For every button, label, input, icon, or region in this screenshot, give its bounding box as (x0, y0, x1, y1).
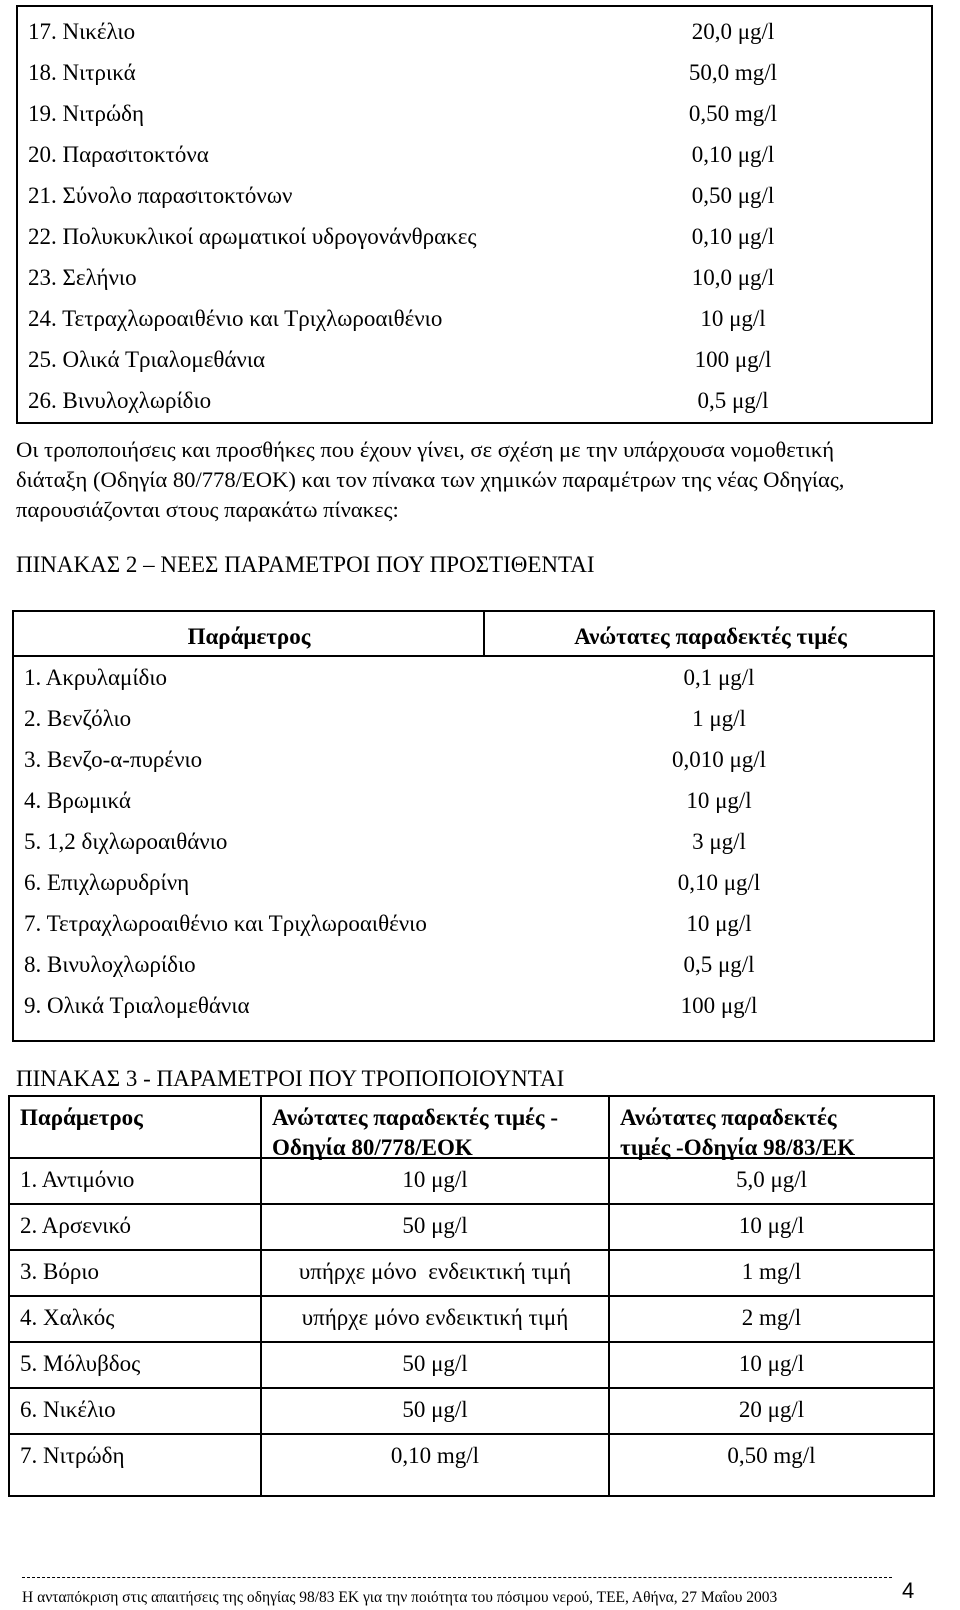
table-row (18, 134, 931, 176)
parameter-value: 1 μg/l (692, 706, 746, 731)
parameter-value: 0,10 μg/l (691, 224, 775, 249)
parameter-value: 10 μg/l (700, 306, 766, 331)
table-row (18, 11, 931, 53)
old-value: 10 μg/l (402, 1167, 468, 1192)
column-header-parameter: Παράμετρος (187, 624, 311, 649)
parameter-name: 5. 1,2 διχλωροαιθάνιο (24, 829, 228, 854)
paragraph-line: διάταξη (Οδηγία 80/778/ΕΟΚ) και τον πίνακα των χημικών παραμέτρων της νέας Οδηγίας, (16, 467, 845, 492)
new-value: 0,50 mg/l (727, 1443, 816, 1468)
new-value: 5,0 μg/l (735, 1167, 808, 1192)
parameter-value: 0,5 μg/l (683, 952, 755, 977)
header-line: τιμές -Οδηγία 98/83/ΕΚ (620, 1135, 856, 1160)
parameter-value: 3 μg/l (692, 829, 746, 854)
table-row (18, 216, 931, 258)
parameter-name: 3. Βόριο (20, 1259, 100, 1284)
table3-heading: ΠΙΝΑΚΑΣ 3 - ΠΑΡΑΜΕΤΡΟΙ ΠΟΥ ΤΡΟΠΟΠΟΙΟΥΝΤΑΙ (16, 1066, 565, 1091)
parameter-value: 10,0 μg/l (691, 265, 775, 290)
table-row (18, 380, 931, 422)
parameter-name: 2. Αρσενικό (20, 1213, 132, 1238)
column-header-parameter: Παράμετρος (20, 1105, 143, 1130)
parameter-value: 0,1 μg/l (683, 665, 755, 690)
parameter-name: 6. Νικέλιο (20, 1397, 116, 1422)
new-value: 20 μg/l (738, 1397, 805, 1422)
parameter-name: 9. Ολικά Τριαλομεθάνια (24, 993, 250, 1018)
parameter-name: 1. Ακρυλαμίδιο (24, 665, 168, 690)
parameter-name: 7. Νιτρώδη (20, 1443, 125, 1468)
new-value: 10 μg/l (738, 1213, 805, 1238)
parameter-name: 4. Βρωμικά (24, 788, 131, 813)
table-row (14, 903, 933, 945)
new-value: 1 mg/l (741, 1259, 802, 1284)
parameter-value: 10 μg/l (686, 788, 752, 813)
table-row (14, 657, 933, 699)
column-header-old-values (272, 1103, 558, 1163)
intro-paragraph (16, 435, 936, 525)
parameter-name: 18. Νιτρικά (28, 60, 136, 85)
old-value: 50 μg/l (402, 1213, 468, 1238)
parameter-value: 50,0 mg/l (688, 60, 778, 85)
parameter-name: 22. Πολυκυκλικοί αρωματικοί υδρογονάνθρακες (28, 224, 477, 249)
table-row (14, 944, 933, 986)
paragraph-line: Οι τροποποιήσεις και προσθήκες που έχουν γίνει, σε σχέση με την υπάρχουσα νομοθετική (16, 437, 835, 462)
new-parameters-table (12, 610, 935, 1042)
parameter-name: 26. Βινυλοχλωρίδιο (28, 388, 212, 413)
parameter-name: 3. Βενζο-α-πυρένιο (24, 747, 203, 772)
table-row (18, 93, 931, 135)
modified-parameters-table (8, 1095, 935, 1497)
table-row (14, 985, 933, 1027)
header-divider (483, 612, 485, 655)
paragraph-line: παρουσιάζονται στους παρακάτω πίνακες: (16, 497, 399, 522)
header-line: Οδηγία 80/778/ΕΟΚ (272, 1135, 473, 1160)
new-value: 2 mg/l (741, 1305, 802, 1330)
parameter-value: 10 μg/l (686, 911, 752, 936)
parameter-value: 100 μg/l (694, 347, 772, 372)
parameter-name: 23. Σελήνιο (28, 265, 137, 290)
parameter-name: 8. Βινυλοχλωρίδιο (24, 952, 196, 977)
parameter-value: 0,10 μg/l (677, 870, 761, 895)
footer-divider (22, 1577, 892, 1578)
parameter-name: 20. Παρασιτοκτόνα (28, 142, 209, 167)
table-row (18, 339, 931, 381)
old-value: 0,10 mg/l (390, 1443, 480, 1468)
parameter-value: 0,50 mg/l (688, 101, 778, 126)
parameter-name: 6. Επιχλωρυδρίνη (24, 870, 190, 895)
table-row (14, 739, 933, 781)
table-row (18, 298, 931, 340)
parameter-value: 100 μg/l (680, 993, 758, 1018)
parameter-value: 0,10 μg/l (691, 142, 775, 167)
parameter-name: 24. Τετραχλωροαιθένιο και Τριχλωροαιθένιο (28, 306, 443, 331)
table-row (14, 862, 933, 904)
table-row (14, 698, 933, 740)
column-header-new-values (620, 1103, 855, 1163)
parameter-name: 5. Μόλυβδος (20, 1351, 141, 1376)
page-number: 4 (902, 1578, 915, 1603)
footer-text: Η ανταπόκριση στις απαιτήσεις της οδηγίας 98/83 ΕΚ για την ποιότητα του πόσιμου νερού, ΤΕΕ, Αθήνα, 27 Μαΐου 2003 (22, 1589, 778, 1606)
parameter-value: 20,0 μg/l (691, 19, 775, 44)
parameter-name: 2. Βενζόλιο (24, 706, 132, 731)
header-line: Ανώτατες παραδεκτές τιμές - (272, 1105, 559, 1130)
table-row (14, 821, 933, 863)
parameter-name: 7. Τετραχλωροαιθένιο και Τριχλωροαιθένιο (24, 911, 427, 936)
parameter-value: 0,010 μg/l (671, 747, 767, 772)
table-row (14, 780, 933, 822)
column-header-max-values: Ανώτατες παραδεκτές τιμές (574, 624, 847, 649)
new-value: 10 μg/l (738, 1351, 805, 1376)
old-value: υπήρχε μόνο ενδεικτική τιμή (301, 1305, 569, 1330)
old-value: 50 μg/l (402, 1397, 468, 1422)
parameter-value: 0,50 μg/l (691, 183, 775, 208)
parameter-name: 19. Νιτρώδη (28, 101, 145, 126)
table-row (18, 257, 931, 299)
table-row (18, 175, 931, 217)
parameter-name: 4. Χαλκός (20, 1305, 115, 1330)
header-line: Ανώτατες παραδεκτές (620, 1105, 837, 1130)
parameter-name: 1. Αντιμόνιο (20, 1167, 135, 1192)
parameter-name: 17. Νικέλιο (28, 19, 136, 44)
table-row (18, 52, 931, 94)
parameter-value: 0,5 μg/l (697, 388, 769, 413)
old-value: υπήρχε μόνο ενδεικτική τιμή (298, 1259, 572, 1284)
parameter-name: 25. Ολικά Τριαλομεθάνια (28, 347, 266, 372)
parameter-name: 21. Σύνολο παρασιτοκτόνων (28, 183, 293, 208)
table2-heading: ΠΙΝΑΚΑΣ 2 – ΝΕΕΣ ΠΑΡΑΜΕΤΡΟΙ ΠΟΥ ΠΡΟΣΤΙΘΕΝΤΑΙ (16, 552, 595, 577)
old-value: 50 μg/l (402, 1351, 468, 1376)
parameters-table-continued (16, 5, 933, 424)
